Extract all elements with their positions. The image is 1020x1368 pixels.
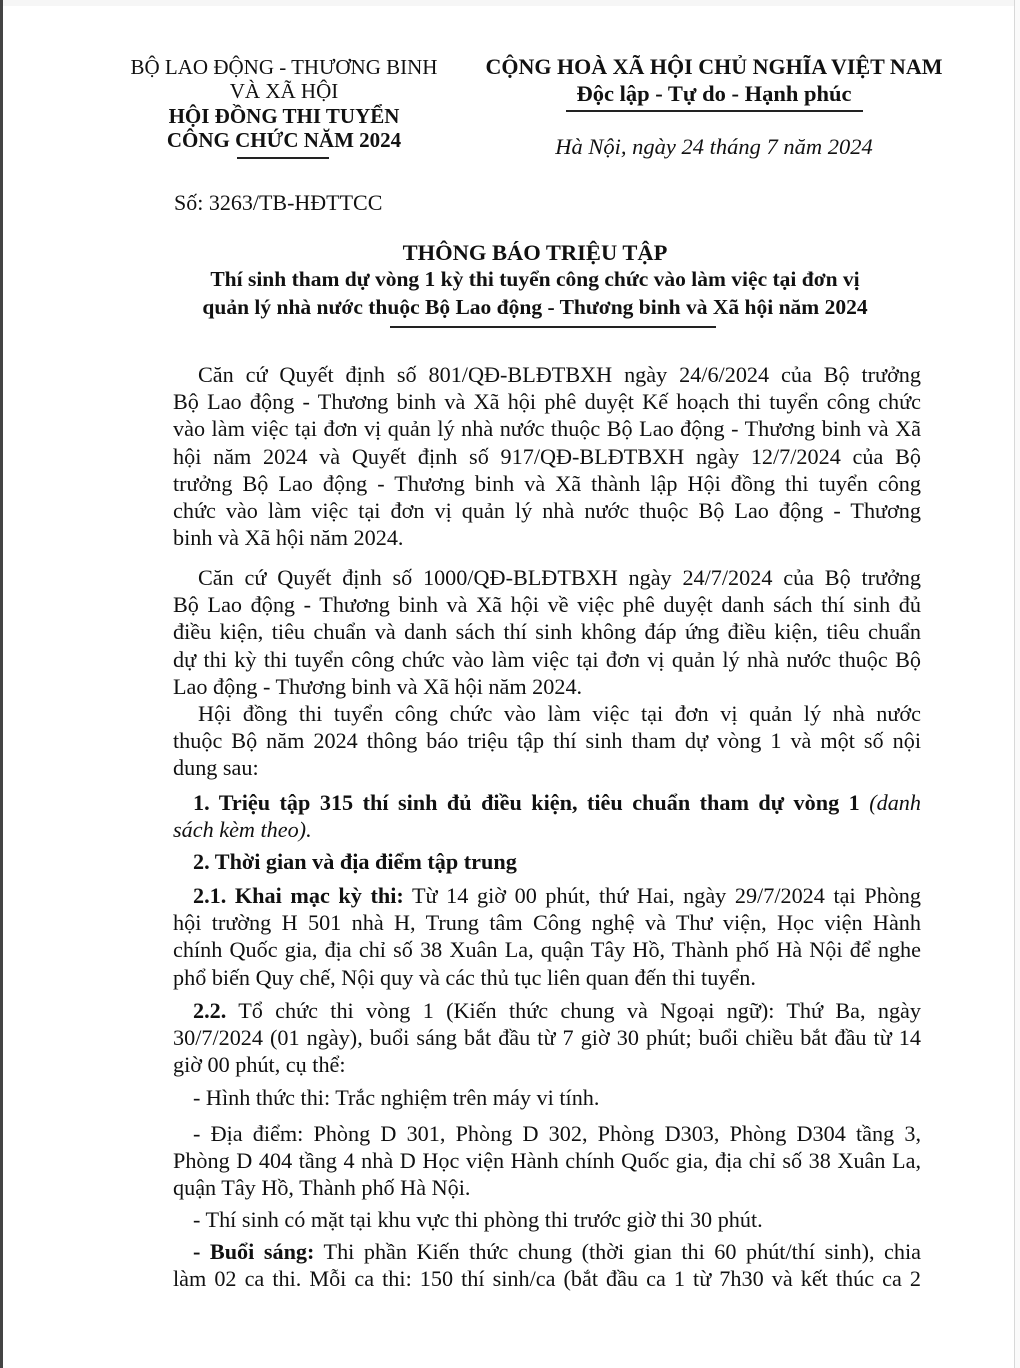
page-edge-left (0, 0, 3, 1368)
arrival-note: - Thí sinh có mặt tại khu vực thi phòng thi trước giờ thi 30 phút. (193, 1207, 763, 1232)
morning-session (173, 1238, 921, 1292)
item-1-bold: 1. Triệu tập 315 thí sinh đủ điều kiện, tiêu chuẩn tham dự vòng 1 (193, 790, 860, 815)
text-line: phổ biến Quy chế, Nội quy và các thủ tục liên quan đến thi tuyển. (173, 964, 756, 990)
council-name-line2: CÔNG CHỨC NĂM 2024 (166, 128, 402, 152)
text-line: hội trường H 501 nhà H, Trung tâm Công nghệ và Thư viện, Học viện Hành (173, 910, 921, 936)
morning-bold: - Buổi sáng: (193, 1239, 315, 1264)
text-line: chức vào làm việc tại đơn vị quản lý nhà nước thuộc Bộ Lao động - Thương (173, 497, 921, 523)
text-line: giờ 00 phút, cụ thể: (173, 1052, 346, 1078)
paragraph-legal-basis-2 (173, 564, 921, 700)
item-2-1-bold: 2.1. Khai mạc kỳ thi: (193, 883, 404, 908)
text-line: Bộ Lao động - Thương binh và Xã hội phê duyệt Kế hoạch thi tuyển công chức (173, 389, 921, 415)
text-line: sách kèm theo). (173, 817, 312, 843)
exam-location (173, 1120, 921, 1202)
text-line: - Địa điểm: Phòng D 301, Phòng D 302, Phòng D303, Phòng D304 tầng 3, (193, 1121, 921, 1146)
text-line: vào làm việc tại đơn vị quản lý nhà nước thuộc Bộ Lao động - Thương binh và Xã (173, 416, 921, 442)
notice-subtitle-line2: quản lý nhà nước thuộc Bộ Lao động - Thương binh và Xã hội năm 2024 (202, 295, 868, 319)
header-left-rule (237, 157, 329, 159)
item-2-heading: 2. Thời gian và địa điểm tập trung (193, 849, 517, 874)
exam-form: - Hình thức thi: Trắc nghiệm trên máy vi tính. (193, 1085, 600, 1110)
text-line: Lao động - Thương binh và Xã hội năm 2024. (173, 673, 583, 699)
text-line (173, 789, 921, 816)
header-right-rule (566, 110, 863, 112)
nation-name: CỘNG HOÀ XÃ HỘI CHỦ NGHĨA VIỆT NAM (485, 54, 943, 79)
text-line: hội năm 2024 và Quyết định số 917/QĐ-BLĐTBXH ngày 12/7/2024 của Bộ (173, 443, 921, 469)
document-number: Số: 3263/TB-HĐTTCC (174, 190, 383, 215)
notice-title: THÔNG BÁO TRIỆU TẬP (402, 240, 668, 265)
morning-text: Thi phần Kiến thức chung (thời gian thi 60 phút/thí sinh), chia (323, 1239, 921, 1264)
item-2-2-organization (173, 997, 921, 1079)
text-line: Phòng D 404 tầng 4 nhà D Học viện Hành chính Quốc gia, địa chỉ số 38 Xuân La, (173, 1148, 921, 1174)
text-line (173, 882, 921, 909)
text-line: binh và Xã hội năm 2024. (173, 525, 404, 551)
text-line: thuộc Bộ năm 2024 thông báo triệu tập thí sinh tham dự vòng 1 và một số nội (173, 728, 921, 754)
notice-subtitle-line1: Thí sinh tham dự vòng 1 kỳ thi tuyển công chức vào làm việc tại đơn vị (210, 267, 860, 291)
item-2-2-text: Tổ chức thi vòng 1 (Kiến thức chung và Ngoại ngữ): Thứ Ba, ngày (238, 998, 921, 1023)
ministry-name-line2: VÀ XÃ HỘI (229, 79, 339, 103)
page-edge-right (1014, 0, 1020, 1368)
place-and-date: Hà Nội, ngày 24 tháng 7 năm 2024 (555, 134, 873, 159)
ministry-name-line1: BỘ LAO ĐỘNG - THƯƠNG BINH (130, 55, 438, 79)
text-line: 30/7/2024 (01 ngày), buổi sáng bắt đầu từ 7 giờ 30 phút; buổi chiều bắt đầu từ 14 (173, 1025, 921, 1051)
text-line: trưởng Bộ Lao động - Thương binh và Xã thành lập Hội đồng thi tuyển công (173, 470, 921, 496)
national-motto: Độc lập - Tự do - Hạnh phúc (576, 81, 852, 106)
item-2-1-opening (173, 882, 921, 991)
text-line: Căn cứ Quyết định số 1000/QĐ-BLĐTBXH ngày 24/7/2024 của Bộ trưởng (198, 565, 921, 590)
text-line: dung sau: (173, 755, 259, 781)
text-line (173, 997, 921, 1024)
text-line: quận Tây Hồ, Thành phố Hà Nội. (173, 1175, 471, 1201)
text-line: làm 02 ca thi. Mỗi ca thi: 150 thí sinh/ca (bắt đầu ca 1 từ 7h30 và kết thúc ca 2 (173, 1266, 921, 1292)
item-1-summons (173, 789, 921, 843)
text-line: dự thi kỳ thi tuyển công chức vào làm việc tại đơn vị quản lý nhà nước thuộc Bộ (173, 646, 921, 672)
title-rule (390, 326, 716, 328)
paragraph-legal-basis-1 (173, 361, 921, 551)
text-line: Căn cứ Quyết định số 801/QĐ-BLĐTBXH ngày 24/6/2024 của Bộ trưởng (198, 362, 921, 387)
text-line: chính Quốc gia, địa chỉ số 38 Xuân La, quận Tây Hồ, Thành phố Hà Nội để nghe (173, 937, 921, 963)
council-name-line1: HỘI ĐỒNG THI TUYỂN (168, 104, 400, 128)
text-line: Hội đồng thi tuyển công chức vào làm việc tại đơn vị quản lý nhà nước (198, 701, 921, 726)
text-line (173, 1238, 921, 1265)
item-2-2-bold: 2.2. (193, 998, 227, 1023)
text-line: Bộ Lao động - Thương binh và Xã hội về việc phê duyệt danh sách thí sinh đủ (173, 592, 921, 618)
text-line: điều kiện, tiêu chuẩn và danh sách thí sinh không đáp ứng điều kiện, tiêu chuẩn (173, 619, 921, 645)
item-1-italic: (danh (869, 790, 921, 815)
paragraph-announcement (173, 700, 921, 782)
item-2-1-text: Từ 14 giờ 00 phút, thứ Hai, ngày 29/7/2024 tại Phòng (411, 883, 921, 908)
page-edge-top (3, 0, 1014, 6)
